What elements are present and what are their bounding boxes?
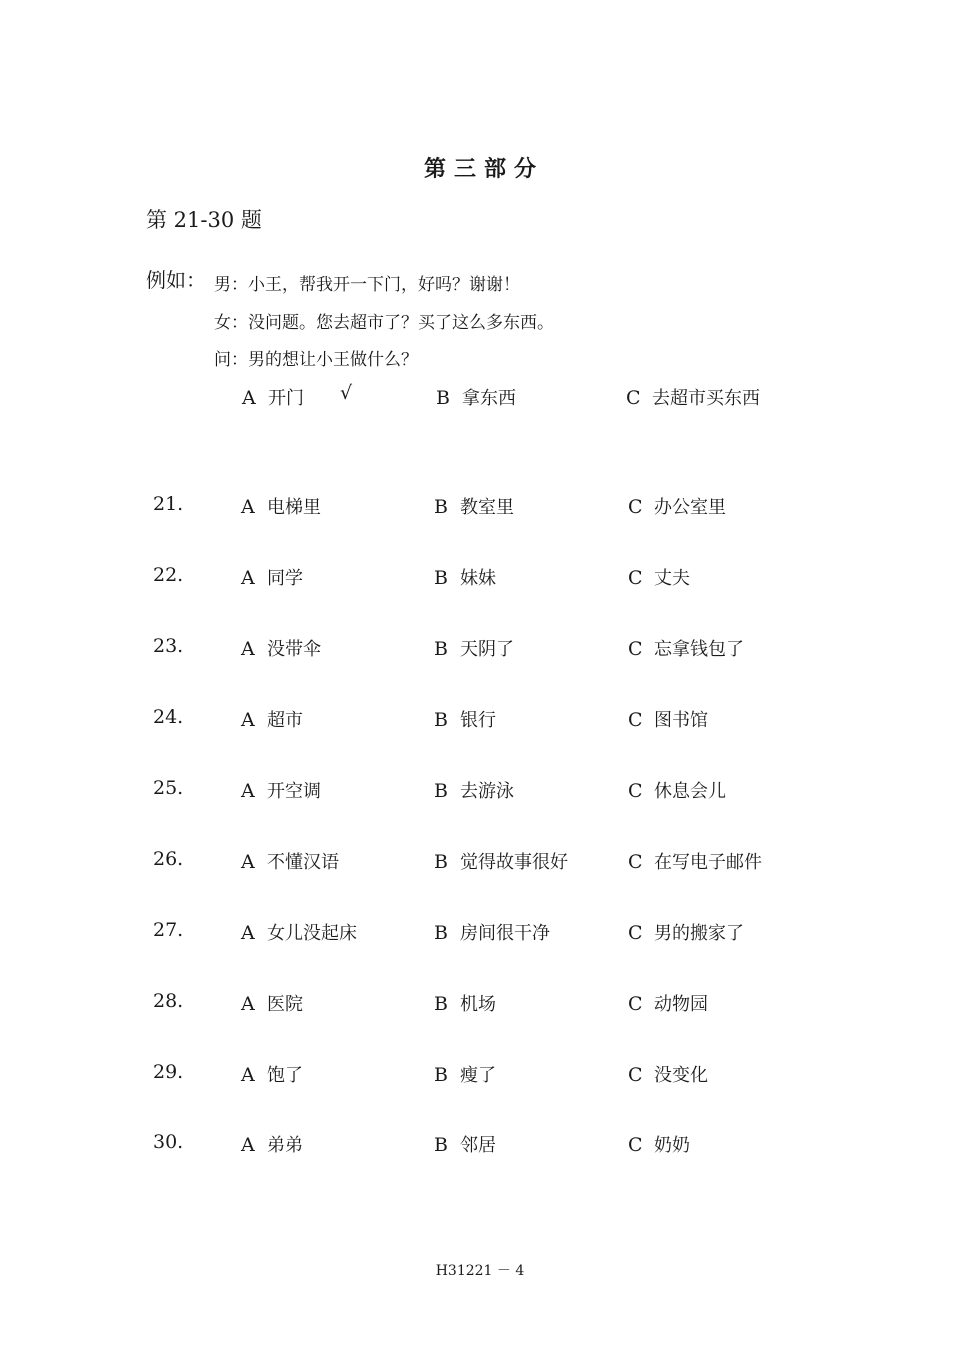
option-b: B 去游泳 [434, 780, 514, 802]
example-line-woman: 女：没问题。您去超市了？买了这么多东西。 [214, 313, 554, 333]
page-footer: H31221 － 4 [435, 1263, 525, 1279]
question-27: 27. A 女儿没起床 B 房间很干净 C 男的搬家了 [153, 919, 744, 944]
option-c: C 图书馆 [628, 709, 708, 731]
option-c: C 动物园 [628, 993, 708, 1015]
option-a: A 没带伞 [241, 638, 321, 660]
option-c: C 没变化 [628, 1064, 708, 1086]
question-23: 23. A 没带伞 B 天阴了 C 忘拿钱包了 [153, 635, 744, 660]
option-c: C 奶奶 [628, 1134, 690, 1156]
option-a: A 超市 [241, 709, 303, 731]
option-b: B 天阴了 [434, 638, 514, 660]
question-22: 22. A 同学 B 妹妹 C 丈夫 [153, 564, 690, 589]
question-26: 26. A 不懂汉语 B 觉得故事很好 C 在写电子邮件 [153, 848, 762, 873]
option-a: A 同学 [241, 567, 303, 589]
question-29: 29. A 饱了 B 瘦了 C 没变化 [153, 1061, 708, 1086]
section-title: 第三部分 [423, 156, 544, 182]
example-options [242, 384, 942, 408]
question-range-title: 第 21-30 题 [146, 208, 262, 232]
option-b: B 觉得故事很好 [434, 851, 568, 873]
example-line-man: 男：小王，帮我开一下门，好吗？谢谢！ [214, 275, 520, 295]
option-a: A 女儿没起床 [241, 922, 357, 944]
option-b: B 邻居 [434, 1134, 496, 1156]
question-30: 30. A 弟弟 B 邻居 C 奶奶 [153, 1131, 690, 1156]
question-25: 25. A 开空调 B 去游泳 C 休息会儿 [153, 777, 726, 802]
option-b: B 瘦了 [434, 1064, 496, 1086]
option-c: C 在写电子邮件 [628, 851, 762, 873]
option-a: A 弟弟 [241, 1134, 303, 1156]
option-a: A 饱了 [241, 1064, 303, 1086]
option-c: C 男的搬家了 [628, 922, 744, 944]
option-a: A 开空调 [241, 780, 321, 802]
option-b: B 妹妹 [434, 567, 496, 589]
option-a: A 不懂汉语 [241, 851, 339, 873]
example-option-a: A 开门 [242, 387, 304, 409]
checkmark-icon: √ [340, 382, 353, 404]
option-b: B 房间很干净 [434, 922, 550, 944]
option-b: B 教室里 [434, 496, 514, 518]
option-b: B 机场 [434, 993, 496, 1015]
question-24: 24. A 超市 B 银行 C 图书馆 [153, 706, 708, 731]
option-c: C 忘拿钱包了 [628, 638, 744, 660]
option-a: A 医院 [241, 993, 303, 1015]
option-a: A 电梯里 [241, 496, 321, 518]
example-option-b: B 拿东西 [436, 387, 516, 409]
option-c: C 办公室里 [628, 496, 726, 518]
example-label: 例如： [146, 268, 206, 292]
option-b: B 银行 [434, 709, 496, 731]
question-28: 28. A 医院 B 机场 C 动物园 [153, 990, 708, 1015]
question-21: 21. A 电梯里 B 教室里 C 办公室里 [153, 493, 726, 518]
option-c: C 休息会儿 [628, 780, 726, 802]
example-option-c: C 去超市买东西 [626, 387, 760, 409]
example-line-question: 问：男的想让小王做什么？ [214, 350, 418, 370]
option-c: C 丈夫 [628, 567, 690, 589]
